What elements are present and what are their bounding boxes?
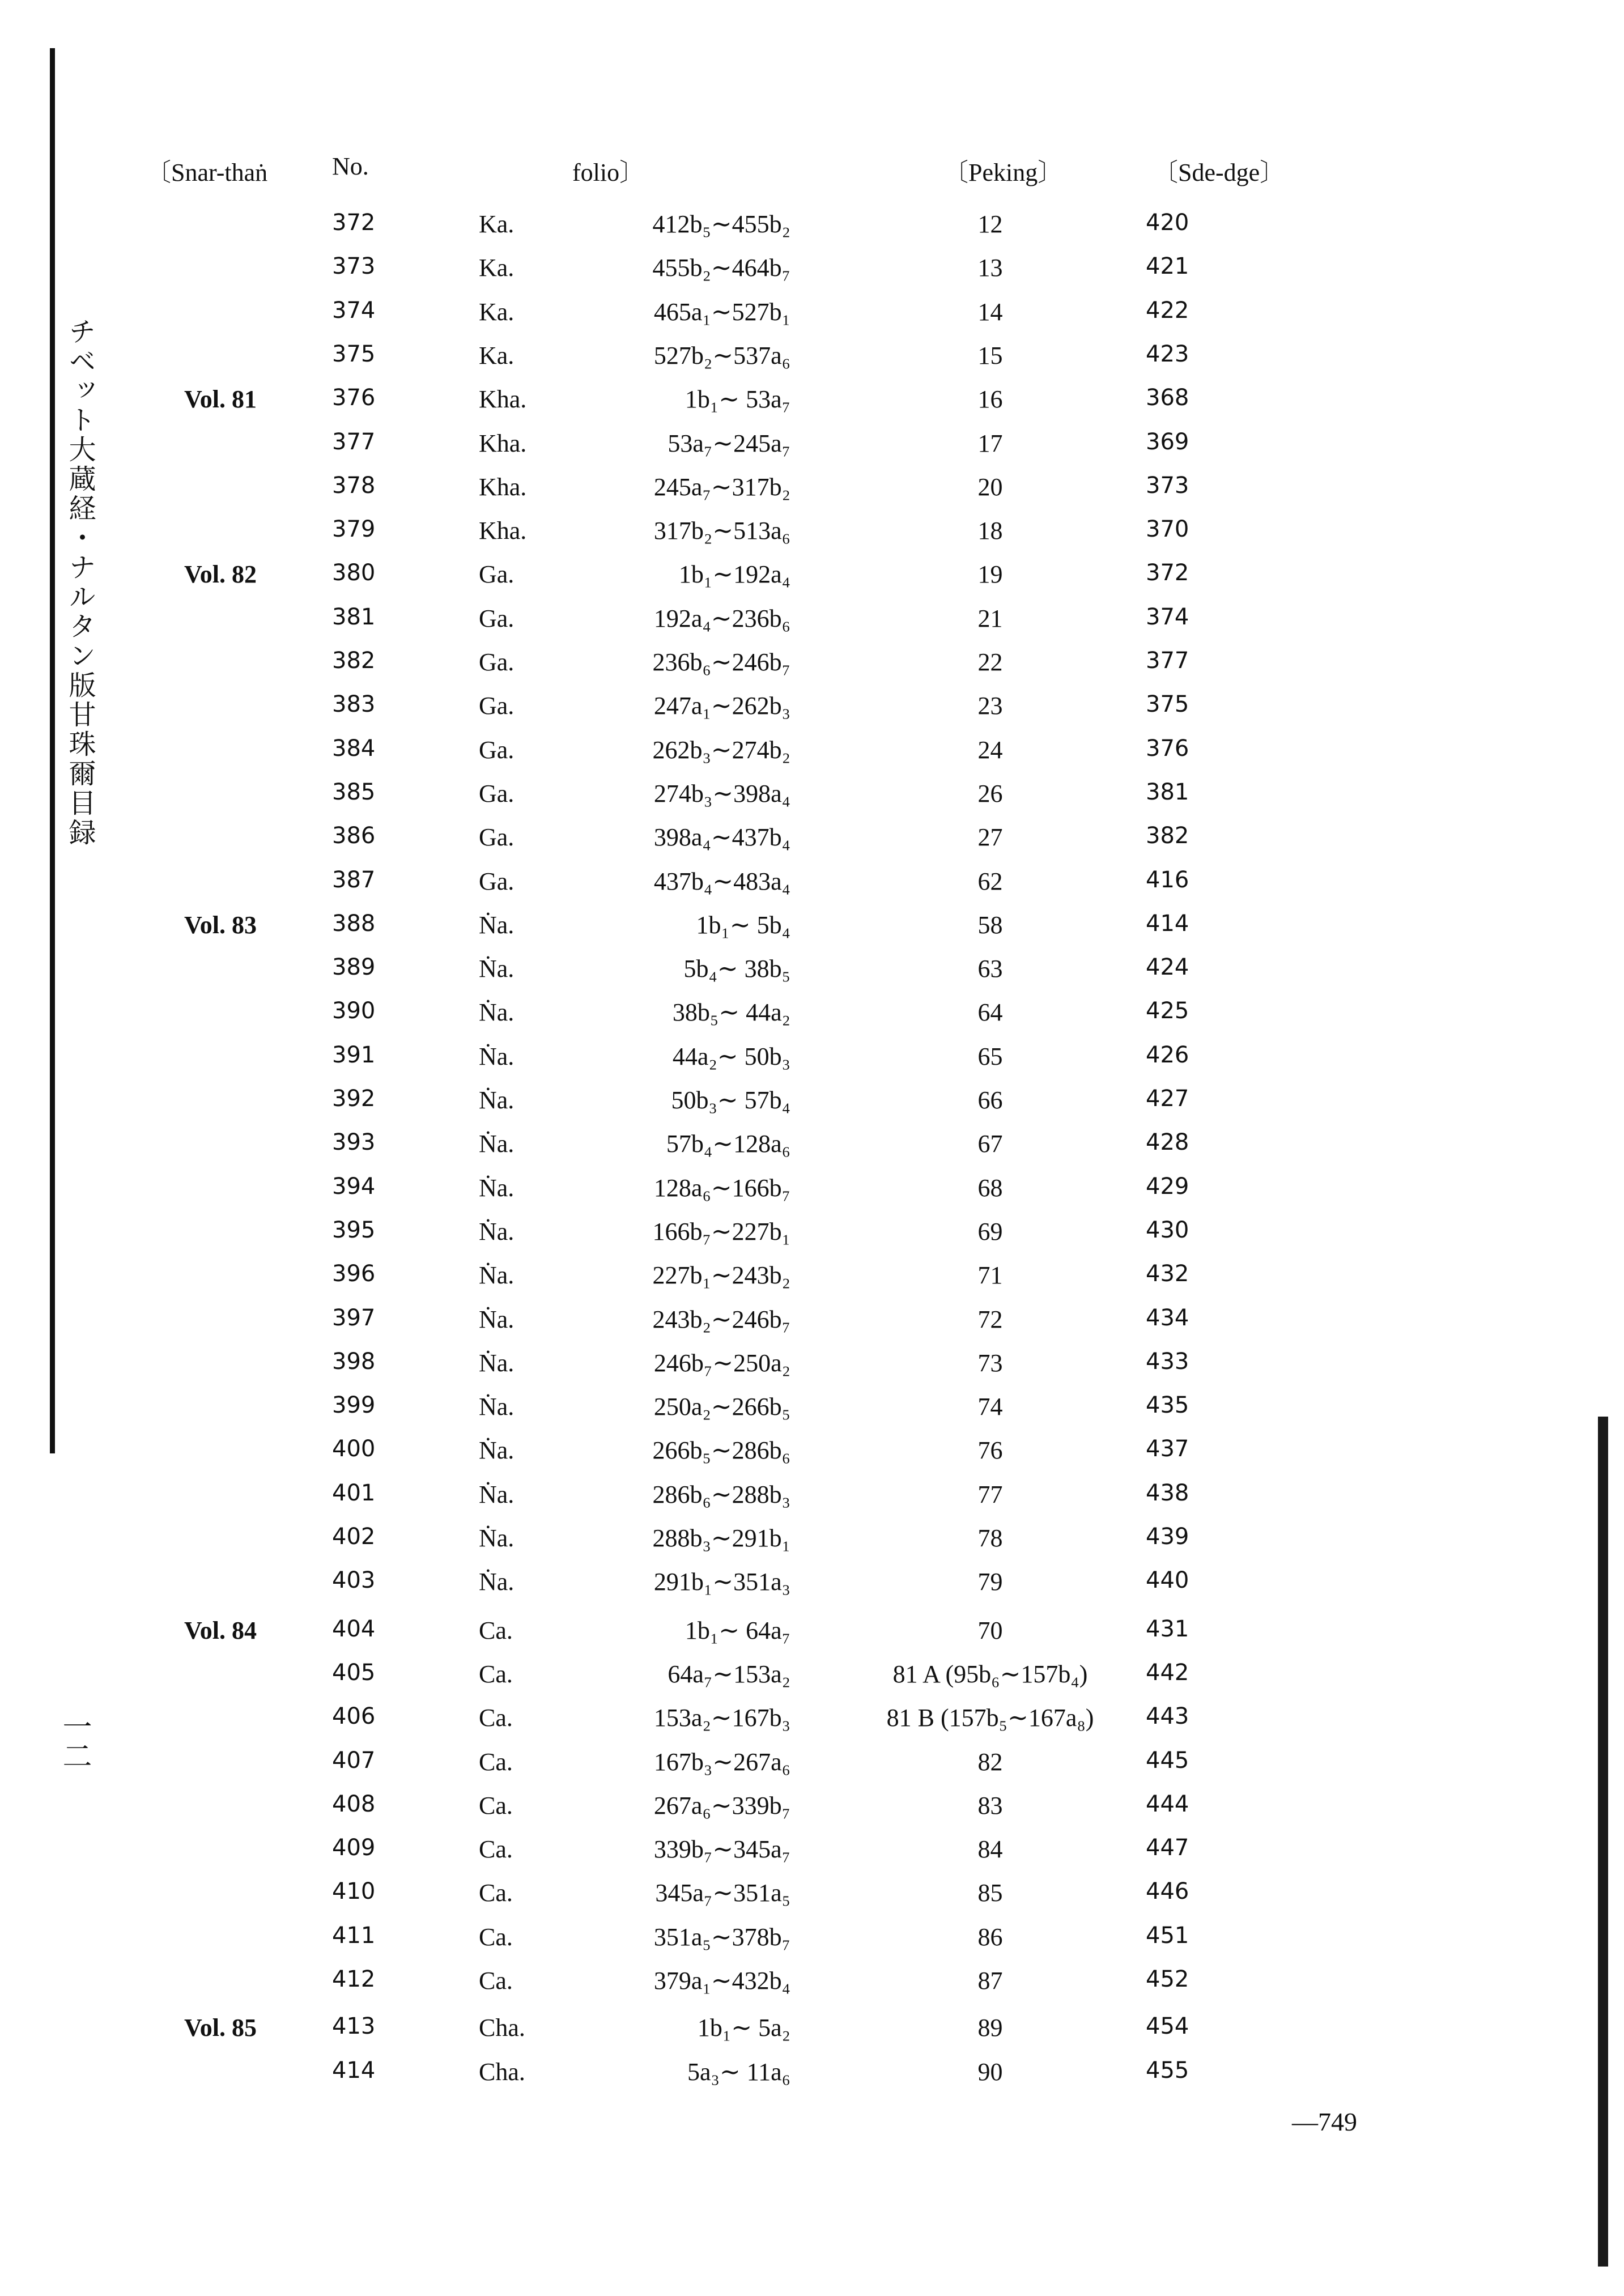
peking-cell: 13: [977, 254, 1003, 282]
number-cell: 389: [332, 954, 376, 980]
folio-cell: 339b₇∼345a₇: [653, 1835, 790, 1863]
table-row: [0, 253, 1624, 296]
number-cell: 395: [332, 1217, 376, 1243]
number-cell: 408: [332, 1791, 376, 1817]
table-row: [0, 210, 1624, 253]
section-cell: Ga.: [479, 823, 515, 851]
sde-dge-cell: 426: [1146, 1042, 1189, 1068]
folio-cell: 465a₁∼527b₁: [653, 298, 790, 326]
sde-dge-cell: 454: [1146, 2013, 1189, 2039]
section-cell: Kha.: [479, 473, 527, 501]
table-row: [0, 604, 1624, 647]
header-snar-than: 〔Snar-thaṅ: [146, 159, 268, 186]
sde-dge-cell: 455: [1146, 2057, 1189, 2084]
table-row: [0, 1567, 1624, 1610]
section-cell: Ca.: [479, 1617, 513, 1644]
peking-cell: 66: [977, 1086, 1003, 1114]
section-cell: Ca.: [479, 1660, 513, 1688]
peking-cell: 23: [977, 692, 1003, 720]
sde-dge-cell: 444: [1146, 1791, 1189, 1817]
peking-cell: 12: [977, 210, 1003, 238]
section-cell: Kha.: [479, 517, 527, 545]
section-cell: Ca.: [479, 1704, 513, 1732]
side-page-number: 一二: [58, 1711, 90, 1770]
table-row: [0, 998, 1624, 1041]
table-row: [0, 1261, 1624, 1304]
table-row: [0, 1923, 1624, 1966]
folio-cell: 246b₇∼250a₂: [653, 1349, 790, 1377]
section-cell: Ga.: [479, 692, 515, 720]
folio-cell: 412b₅∼455b₂: [652, 210, 790, 238]
table-row: [0, 516, 1624, 559]
folio-cell: 1b₁∼ 5b₄: [696, 911, 790, 939]
section-cell: Ga.: [479, 605, 515, 632]
folio-cell: 455b₂∼464b₇: [652, 254, 790, 282]
table-row: [0, 2013, 1624, 2056]
table-row: [0, 1791, 1624, 1834]
section-cell: Ca.: [479, 1748, 513, 1776]
folio-cell: 57b₄∼128a₆: [666, 1130, 790, 1158]
side-title: チベット大蔵経・ナルタン版甘珠爾目録: [65, 317, 95, 848]
sde-dge-cell: 438: [1146, 1480, 1189, 1506]
section-cell: Ṅa.: [479, 998, 515, 1026]
sde-dge-cell: 421: [1146, 253, 1189, 279]
number-cell: 380: [332, 560, 376, 586]
table-row: [0, 429, 1624, 472]
peking-cell: 19: [977, 560, 1003, 588]
section-cell: Ṅa.: [479, 1568, 515, 1596]
peking-cell: 22: [977, 648, 1003, 676]
section-cell: Ṅa.: [479, 1436, 515, 1464]
section-cell: Ca.: [479, 1967, 513, 1995]
number-cell: 400: [332, 1436, 376, 1462]
table-row: [0, 1349, 1624, 1392]
sde-dge-cell: 428: [1146, 1129, 1189, 1155]
peking-cell: 74: [977, 1393, 1003, 1421]
number-cell: 388: [332, 911, 376, 937]
number-cell: 406: [332, 1703, 376, 1729]
table-row: [0, 691, 1624, 734]
folio-cell: 243b₂∼246b₇: [652, 1306, 790, 1333]
peking-cell: 67: [977, 1130, 1003, 1158]
folio-cell: 262b₃∼274b₂: [652, 736, 790, 764]
table-row: [0, 473, 1624, 516]
section-cell: Ka.: [479, 298, 515, 326]
section-cell: Kha.: [479, 385, 527, 413]
number-cell: 397: [332, 1305, 376, 1331]
peking-cell: 15: [977, 342, 1003, 369]
peking-cell: 63: [977, 955, 1003, 983]
peking-cell: 81 B (157b₅∼167a₈): [886, 1704, 1094, 1732]
volume-cell: Vol. 83: [184, 911, 257, 939]
folio-cell: 53a₇∼245a₇: [668, 430, 790, 457]
peking-cell: 72: [977, 1306, 1003, 1333]
peking-cell: 21: [977, 605, 1003, 632]
number-cell: 396: [332, 1261, 376, 1287]
section-cell: Ṅa.: [479, 1174, 515, 1202]
folio-cell: 247a₁∼262b₃: [653, 692, 790, 720]
section-cell: Ca.: [479, 1923, 513, 1951]
folio-cell: 38b₅∼ 44a₂: [672, 998, 790, 1026]
number-cell: 399: [332, 1392, 376, 1418]
sde-dge-cell: 416: [1146, 867, 1189, 893]
sde-dge-cell: 423: [1146, 341, 1189, 367]
section-cell: Ṅa.: [479, 1349, 515, 1377]
sde-dge-cell: 376: [1146, 735, 1189, 762]
sde-dge-cell: 437: [1146, 1436, 1189, 1462]
number-cell: 412: [332, 1966, 376, 1992]
table-row: [0, 297, 1624, 341]
folio-cell: 288b₃∼291b₁: [652, 1524, 790, 1552]
number-cell: 414: [332, 2057, 376, 2084]
peking-cell: 87: [977, 1967, 1003, 1995]
folio-cell: 50b₃∼ 57b₄: [671, 1086, 790, 1114]
section-cell: Ka.: [479, 210, 515, 238]
sde-dge-cell: 374: [1146, 604, 1189, 630]
section-cell: Ca.: [479, 1835, 513, 1863]
sde-dge-cell: 445: [1146, 1747, 1189, 1774]
page-number: —749: [1292, 2107, 1357, 2136]
folio-cell: 1b₁∼192a₄: [678, 560, 790, 588]
number-cell: 376: [332, 385, 376, 411]
number-cell: 375: [332, 341, 376, 367]
folio-cell: 291b₁∼351a₃: [653, 1568, 790, 1596]
table-row: [0, 1747, 1624, 1791]
section-cell: Ṅa.: [479, 1524, 515, 1552]
table-row: [0, 1966, 1624, 2009]
table-row: [0, 1660, 1624, 1703]
section-cell: Ga.: [479, 560, 515, 588]
number-cell: 391: [332, 1042, 376, 1068]
peking-cell: 73: [977, 1349, 1003, 1377]
volume-cell: Vol. 85: [184, 2014, 257, 2042]
table-row: [0, 341, 1624, 384]
peking-cell: 27: [977, 823, 1003, 851]
peking-cell: 79: [977, 1568, 1003, 1596]
folio-cell: 266b₅∼286b₆: [652, 1436, 790, 1464]
peking-cell: 83: [977, 1792, 1003, 1819]
number-cell: 410: [332, 1878, 376, 1904]
peking-cell: 65: [977, 1043, 1003, 1070]
peking-cell: 70: [977, 1617, 1003, 1644]
peking-cell: 14: [977, 298, 1003, 326]
folio-cell: 317b₂∼513a₆: [653, 517, 790, 545]
sde-dge-cell: 432: [1146, 1261, 1189, 1287]
number-cell: 379: [332, 516, 376, 542]
number-cell: 398: [332, 1349, 376, 1375]
section-cell: Ṅa.: [479, 1130, 515, 1158]
folio-cell: 286b₆∼288b₃: [652, 1481, 790, 1508]
folio-cell: 64a₇∼153a₂: [668, 1660, 790, 1688]
peking-cell: 68: [977, 1174, 1003, 1202]
section-cell: Ṅa.: [479, 1481, 515, 1508]
table-row: [0, 911, 1624, 954]
section-cell: Ga.: [479, 648, 515, 676]
table-row: [0, 1392, 1624, 1435]
folio-cell: 167b₃∼267a₆: [653, 1748, 790, 1776]
sde-dge-cell: 433: [1146, 1349, 1189, 1375]
section-cell: Ṅa.: [479, 1086, 515, 1114]
table-row: [0, 1480, 1624, 1523]
number-cell: 403: [332, 1567, 376, 1593]
peking-cell: 90: [977, 2058, 1003, 2086]
folio-cell: 379a₁∼432b₄: [653, 1967, 790, 1995]
sde-dge-cell: 425: [1146, 998, 1189, 1024]
number-cell: 393: [332, 1129, 376, 1155]
section-cell: Ga.: [479, 868, 515, 895]
table-row: [0, 823, 1624, 866]
section-cell: Ca.: [479, 1879, 513, 1907]
peking-cell: 16: [977, 385, 1003, 413]
section-cell: Ṅa.: [479, 911, 515, 939]
folio-cell: 398a₄∼437b₄: [653, 823, 790, 851]
table-row: [0, 648, 1624, 691]
number-cell: 387: [332, 867, 376, 893]
peking-cell: 20: [977, 473, 1003, 501]
sde-dge-cell: 382: [1146, 823, 1189, 849]
number-cell: 407: [332, 1747, 376, 1774]
table-row: [0, 1086, 1624, 1129]
section-cell: Ga.: [479, 780, 515, 807]
number-cell: 372: [332, 210, 376, 236]
number-cell: 413: [332, 2013, 376, 2039]
peking-cell: 64: [977, 998, 1003, 1026]
peking-cell: 17: [977, 430, 1003, 457]
peking-cell: 77: [977, 1481, 1003, 1508]
sde-dge-cell: 422: [1146, 297, 1189, 324]
section-cell: Ga.: [479, 736, 515, 764]
folio-cell: 245a₇∼317b₂: [653, 473, 790, 501]
section-cell: Ṅa.: [479, 1306, 515, 1333]
sde-dge-cell: 373: [1146, 473, 1189, 499]
table-row: [0, 1436, 1624, 1479]
number-cell: 404: [332, 1616, 376, 1642]
section-cell: Kha.: [479, 430, 527, 457]
number-cell: 411: [332, 1923, 376, 1949]
folio-cell: 166b₇∼227b₁: [652, 1218, 790, 1245]
sde-dge-cell: 446: [1146, 1878, 1189, 1904]
section-cell: Ka.: [479, 254, 515, 282]
folio-cell: 351a₅∼378b₇: [653, 1923, 790, 1951]
table-row: [0, 1703, 1624, 1746]
section-cell: Ṅa.: [479, 955, 515, 983]
folio-cell: 437b₄∼483a₄: [653, 868, 790, 895]
section-cell: Ṅa.: [479, 1043, 515, 1070]
section-cell: Ṅa.: [479, 1261, 515, 1289]
table-row: [0, 385, 1624, 428]
peking-cell: 84: [977, 1835, 1003, 1863]
section-cell: Ka.: [479, 342, 515, 369]
folio-cell: 192a₄∼236b₆: [653, 605, 790, 632]
folio-cell: 5a₃∼ 11a₆: [687, 2058, 790, 2086]
peking-cell: 69: [977, 1218, 1003, 1245]
table-row: [0, 1173, 1624, 1217]
sde-dge-cell: 429: [1146, 1173, 1189, 1200]
peking-cell: 26: [977, 780, 1003, 807]
number-cell: 382: [332, 648, 376, 674]
table-row: [0, 560, 1624, 603]
number-cell: 402: [332, 1524, 376, 1550]
folio-cell: 128a₆∼166b₇: [653, 1174, 790, 1202]
peking-cell: 71: [977, 1261, 1003, 1289]
volume-cell: Vol. 81: [184, 385, 257, 413]
sde-dge-cell: 377: [1146, 648, 1189, 674]
table-row: [0, 867, 1624, 910]
table-row: [0, 1217, 1624, 1260]
number-cell: 374: [332, 297, 376, 324]
folio-cell: 1b₁∼ 53a₇: [685, 385, 790, 413]
header-no: No.: [332, 152, 369, 180]
sde-dge-cell: 439: [1146, 1524, 1189, 1550]
header-folio: folio〕: [572, 159, 645, 186]
folio-cell: 1b₁∼ 5a₂: [697, 2014, 790, 2042]
number-cell: 381: [332, 604, 376, 630]
sde-dge-cell: 443: [1146, 1703, 1189, 1729]
peking-cell: 24: [977, 736, 1003, 764]
section-cell: Cha.: [479, 2014, 525, 2042]
number-cell: 386: [332, 823, 376, 849]
table-row: [0, 1524, 1624, 1567]
section-cell: Cha.: [479, 2058, 525, 2086]
sde-dge-cell: 442: [1146, 1660, 1189, 1686]
folio-cell: 274b₃∼398a₄: [653, 780, 790, 807]
number-cell: 373: [332, 253, 376, 279]
sde-dge-cell: 414: [1146, 911, 1189, 937]
sde-dge-cell: 381: [1146, 779, 1189, 805]
peking-cell: 85: [977, 1879, 1003, 1907]
number-cell: 390: [332, 998, 376, 1024]
number-cell: 394: [332, 1173, 376, 1200]
volume-cell: Vol. 84: [184, 1617, 257, 1644]
sde-dge-cell: 447: [1146, 1835, 1189, 1861]
header-sde-dge: 〔Sde-dge〕: [1153, 159, 1285, 186]
peking-cell: 18: [977, 517, 1003, 545]
folio-cell: 267a₆∼339b₇: [653, 1792, 790, 1819]
number-cell: 385: [332, 779, 376, 805]
table-row: [0, 779, 1624, 822]
sde-dge-cell: 430: [1146, 1217, 1189, 1243]
sde-dge-cell: 369: [1146, 429, 1189, 455]
number-cell: 378: [332, 473, 376, 499]
sde-dge-cell: 427: [1146, 1086, 1189, 1112]
peking-cell: 81 A (95b₆∼157b₄): [892, 1660, 1088, 1688]
number-cell: 383: [332, 691, 376, 717]
table-row: [0, 735, 1624, 779]
peking-cell: 58: [977, 911, 1003, 939]
folio-cell: 44a₂∼ 50b₃: [672, 1043, 790, 1070]
section-cell: Ṅa.: [479, 1218, 515, 1245]
sde-dge-cell: 370: [1146, 516, 1189, 542]
number-cell: 405: [332, 1660, 376, 1686]
number-cell: 401: [332, 1480, 376, 1506]
header-peking: 〔Peking〕: [943, 159, 1063, 186]
peking-cell: 62: [977, 868, 1003, 895]
peking-cell: 89: [977, 2014, 1003, 2042]
folio-cell: 153a₂∼167b₃: [653, 1704, 790, 1732]
folio-cell: 5b₄∼ 38b₅: [683, 955, 790, 983]
sde-dge-cell: 452: [1146, 1966, 1189, 1992]
number-cell: 384: [332, 735, 376, 762]
folio-cell: 227b₁∼243b₂: [652, 1261, 790, 1289]
section-cell: Ṅa.: [479, 1393, 515, 1421]
table-row: [0, 1305, 1624, 1348]
sde-dge-cell: 420: [1146, 210, 1189, 236]
table-row: [0, 954, 1624, 997]
sde-dge-cell: 368: [1146, 385, 1189, 411]
sde-dge-cell: 451: [1146, 1923, 1189, 1949]
sde-dge-cell: 431: [1146, 1616, 1189, 1642]
table-row: [0, 1042, 1624, 1085]
sde-dge-cell: 375: [1146, 691, 1189, 717]
table-row: [0, 1616, 1624, 1659]
folio-cell: 250a₂∼266b₅: [653, 1393, 790, 1421]
folio-cell: 345a₇∼351a₅: [655, 1879, 790, 1907]
folio-cell: 527b₂∼537a₆: [653, 342, 790, 369]
table-row: [0, 1878, 1624, 1921]
volume-cell: Vol. 82: [184, 560, 257, 588]
peking-cell: 86: [977, 1923, 1003, 1951]
sde-dge-cell: 434: [1146, 1305, 1189, 1331]
sde-dge-cell: 440: [1146, 1567, 1189, 1593]
folio-cell: 236b₆∼246b₇: [652, 648, 790, 676]
table-row: [0, 1835, 1624, 1878]
table-row: [0, 1129, 1624, 1172]
number-cell: 377: [332, 429, 376, 455]
sde-dge-cell: 435: [1146, 1392, 1189, 1418]
peking-cell: 82: [977, 1748, 1003, 1776]
sde-dge-cell: 424: [1146, 954, 1189, 980]
sde-dge-cell: 372: [1146, 560, 1189, 586]
peking-cell: 76: [977, 1436, 1003, 1464]
table-row: [0, 2057, 1624, 2101]
section-cell: Ca.: [479, 1792, 513, 1819]
peking-cell: 78: [977, 1524, 1003, 1552]
number-cell: 409: [332, 1835, 376, 1861]
number-cell: 392: [332, 1086, 376, 1112]
folio-cell: 1b₁∼ 64a₇: [685, 1617, 790, 1644]
